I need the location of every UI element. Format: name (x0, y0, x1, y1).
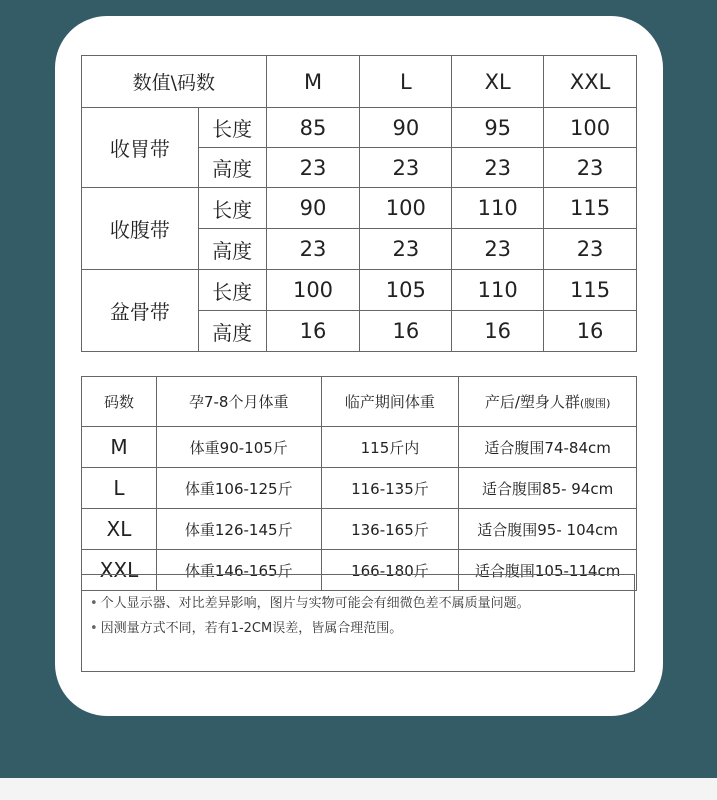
product-name: 收腹带 (82, 188, 199, 270)
size-header-xl: XL (452, 56, 544, 108)
row-label: 高度 (198, 311, 266, 352)
table-cell: 115 (544, 270, 637, 311)
size-cell: M (82, 427, 157, 468)
row-label: 长度 (198, 270, 266, 311)
table-cell: 16 (544, 311, 637, 352)
table-row (82, 468, 637, 509)
row-label: 长度 (198, 188, 266, 229)
table-cell: 85 (266, 108, 360, 148)
table-cell: 115 (544, 188, 637, 229)
postpartum-header-label: 产后/塑身人群 (484, 393, 580, 411)
table-cell: 23 (544, 229, 637, 270)
table-cell: 23 (360, 148, 452, 188)
notes-box (81, 574, 635, 672)
note-item (90, 591, 634, 616)
product-name: 收胃带 (82, 108, 199, 188)
waist-cell: 适合腹围74-84cm (459, 427, 637, 468)
table-cell: 90 (360, 108, 452, 148)
row-label: 长度 (198, 108, 266, 148)
table-row (82, 188, 637, 229)
table-cell: 23 (266, 229, 360, 270)
table-header-row (82, 377, 637, 427)
table-row (82, 509, 637, 550)
table-cell: 16 (266, 311, 360, 352)
pregnant-weight-cell: 体重106-125斤 (156, 468, 321, 509)
postpartum-header (459, 377, 637, 427)
size-cell: XXL (82, 550, 157, 591)
size-cell: XL (82, 509, 157, 550)
waist-cell: 适合腹围95- 104cm (459, 509, 637, 550)
corner-header: 数值\码数 (82, 56, 267, 108)
table-cell: 23 (544, 148, 637, 188)
delivery-weight-cell: 166-180斤 (321, 550, 459, 591)
product-name: 盆骨带 (82, 270, 199, 352)
size-header-l: L (360, 56, 452, 108)
row-label: 高度 (198, 229, 266, 270)
bottom-strip (0, 778, 717, 800)
waist-cell: 适合腹围105-114cm (459, 550, 637, 591)
size-header: 码数 (82, 377, 157, 427)
bullet-icon: • (90, 596, 98, 611)
table-cell: 105 (360, 270, 452, 311)
table-cell: 110 (452, 188, 544, 229)
bullet-icon: • (90, 621, 98, 636)
note-text: 因测量方式不同，若有1-2CM误差，皆属合理范围。 (100, 621, 403, 636)
table-row (82, 270, 637, 311)
pregnant-weight-cell: 体重126-145斤 (156, 509, 321, 550)
pregnant-weight-cell: 体重146-165斤 (156, 550, 321, 591)
table-row (82, 108, 637, 148)
delivery-weight-cell: 116-135斤 (321, 468, 459, 509)
table-cell: 23 (452, 148, 544, 188)
table-cell: 95 (452, 108, 544, 148)
size-header-xxl: XXL (544, 56, 637, 108)
delivery-weight-header: 临产期间体重 (321, 377, 459, 427)
pregnant-weight-cell: 体重90-105斤 (156, 427, 321, 468)
table-cell: 100 (360, 188, 452, 229)
postpartum-header-note: (腹围) (579, 397, 611, 410)
table-cell: 100 (544, 108, 637, 148)
table-cell: 90 (266, 188, 360, 229)
delivery-weight-cell: 115斤内 (321, 427, 459, 468)
weight-table (81, 376, 637, 591)
table-cell: 23 (266, 148, 360, 188)
table-cell: 16 (360, 311, 452, 352)
size-cell: L (82, 468, 157, 509)
table-cell: 16 (452, 311, 544, 352)
table-row (82, 427, 637, 468)
table-cell: 100 (266, 270, 360, 311)
pregnant-weight-header: 孕7-8个月体重 (156, 377, 321, 427)
size-header-m: M (266, 56, 360, 108)
dimension-table (81, 55, 637, 352)
delivery-weight-cell: 136-165斤 (321, 509, 459, 550)
note-text: 个人显示器、对比差异影响，图片与实物可能会有细微色差不属质量问题。 (100, 596, 530, 611)
table-cell: 23 (452, 229, 544, 270)
size-chart-card (55, 16, 663, 716)
table-header-row (82, 56, 637, 108)
table-cell: 23 (360, 229, 452, 270)
table-cell: 110 (452, 270, 544, 311)
note-item (90, 616, 634, 641)
row-label: 高度 (198, 148, 266, 188)
waist-cell: 适合腹围85- 94cm (459, 468, 637, 509)
